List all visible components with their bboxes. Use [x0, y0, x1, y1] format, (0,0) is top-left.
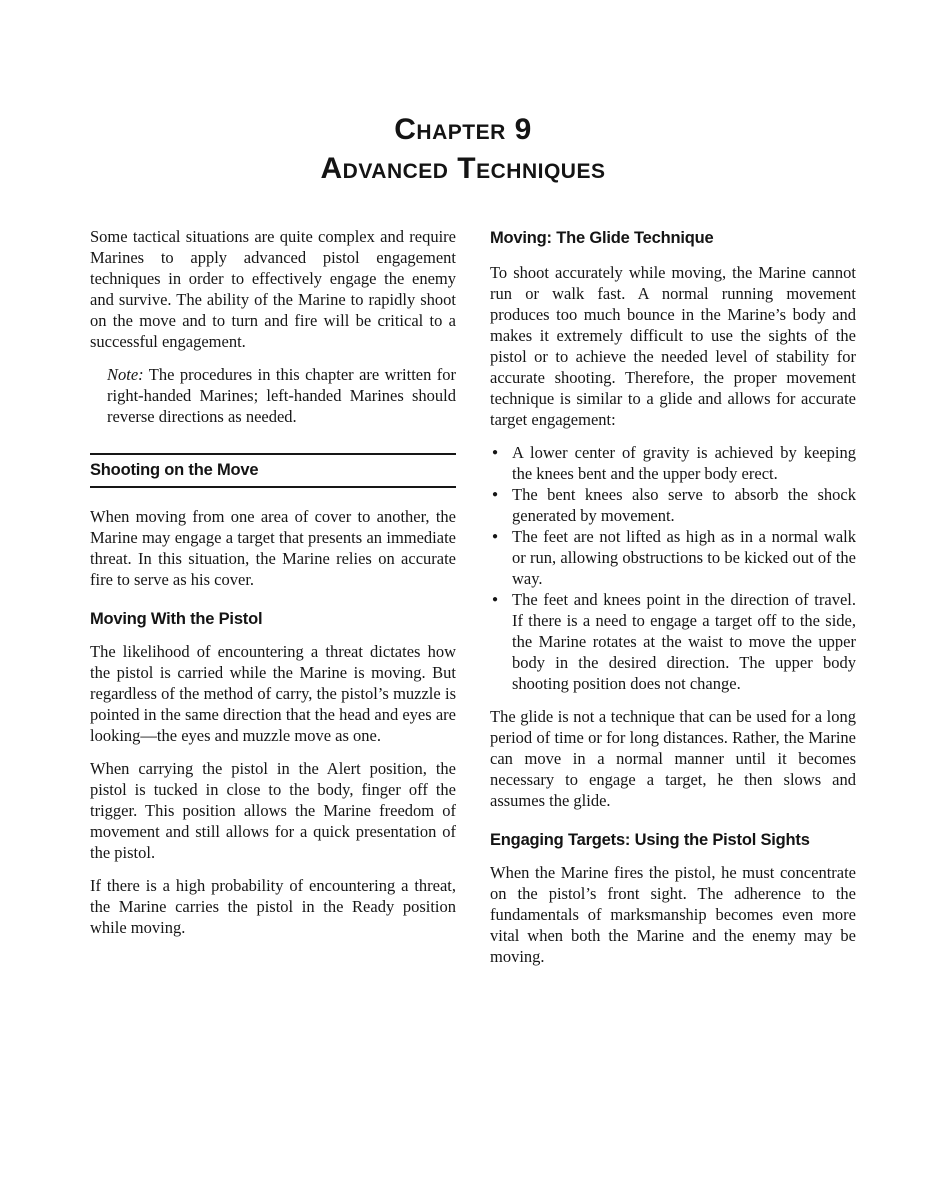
sub-heading-engaging-targets: Engaging Targets: Using the Pistol Sights: [490, 831, 810, 849]
bullet-icon: ●: [492, 489, 499, 500]
left-column: [90, 226, 456, 979]
bullet-text: The feet are not lifted as high as in a normal walk or run, allowing obstructions to be kicked out of the way.: [512, 527, 856, 588]
bullet-icon: ●: [492, 531, 499, 542]
note-text: The procedures in this chapter are written for right-handed Marines; left-handed Marines should reverse directions as needed.: [107, 365, 456, 426]
intro-paragraph: Some tactical situations are quite complex and require Marines to apply advanced pistol engagement techniques in order to effectively engage the enemy and survive. The ability of the Marine to rapidly shoot on the move and to turn and fire will be critical to a successful engagement.: [90, 227, 456, 351]
right-column: [490, 226, 856, 979]
glide-bullet-list: [490, 442, 856, 694]
bullet-item: [490, 589, 856, 694]
bullet-text: The bent knees also serve to absorb the shock generated by movement.: [512, 485, 856, 525]
chapter-number: Chapter 9: [394, 113, 532, 146]
note-paragraph: [107, 364, 456, 427]
two-column-body: [90, 226, 856, 979]
bullet-item: [490, 526, 856, 589]
glide-intro-paragraph: To shoot accurately while moving, the Marine cannot run or walk fast. A normal running movement produces too much bounce in the Marine’s body and makes it extremely difficult to use the sights of the pistol or to achieve the needed level of stability for accurate shooting. Therefore, the proper movement technique is similar to a glide and allows for accurate target engagement:: [490, 263, 856, 429]
note-label: Note:: [107, 365, 144, 384]
shooting-paragraph: When moving from one area of cover to another, the Marine may engage a target that presents an immediate threat. In this situation, the Marine relies on accurate fire to serve as his cover.: [90, 507, 456, 589]
section-heading-shooting-on-the-move: Shooting on the Move: [90, 461, 259, 479]
bullet-icon: ●: [492, 447, 499, 458]
targets-paragraph: When the Marine fires the pistol, he must concentrate on the pistol’s front sight. The adherence to the fundamentals of marksmanship becomes even more vital when both the Marine and the enemy may be moving.: [490, 863, 856, 966]
chapter-title: [0, 110, 926, 188]
bullet-icon: ●: [492, 594, 499, 605]
section-heading-rule-box: [90, 453, 456, 488]
sub-heading-glide-technique: Moving: The Glide Technique: [490, 229, 714, 247]
chapter-name: Advanced Techniques: [320, 152, 606, 185]
moving-paragraph-3: If there is a high probability of encountering a threat, the Marine carries the pistol in the Ready position while moving.: [90, 876, 456, 937]
glide-outro-paragraph: The glide is not a technique that can be used for a long period of time or for long distances. Rather, the Marine can move in a normal manner until it becomes necessary to engage a target, he then slows and assumes the glide.: [490, 707, 856, 810]
moving-paragraph-2: When carrying the pistol in the Alert position, the pistol is tucked in close to the body, finger off the trigger. This position allows the Marine freedom of movement and still allows for a quick presentation of the pistol.: [90, 759, 456, 862]
moving-paragraph-1: The likelihood of encountering a threat dictates how the pistol is carried while the Marine is moving. But regardless of the method of carry, the pistol’s muzzle is pointed in the same direction that the head and eyes are looking—the eyes and muzzle move as one.: [90, 642, 456, 745]
sub-heading-moving-with-the-pistol: Moving With the Pistol: [90, 610, 263, 628]
bullet-item: [490, 442, 856, 484]
bullet-item: [490, 484, 856, 526]
bullet-text: The feet and knees point in the direction of travel. If there is a need to engage a target off to the side, the Marine rotates at the waist to move the upper body in the desired direction. The upper body shooting position does not change.: [512, 590, 856, 693]
bullet-text: A lower center of gravity is achieved by keeping the knees bent and the upper body erect.: [512, 443, 856, 483]
